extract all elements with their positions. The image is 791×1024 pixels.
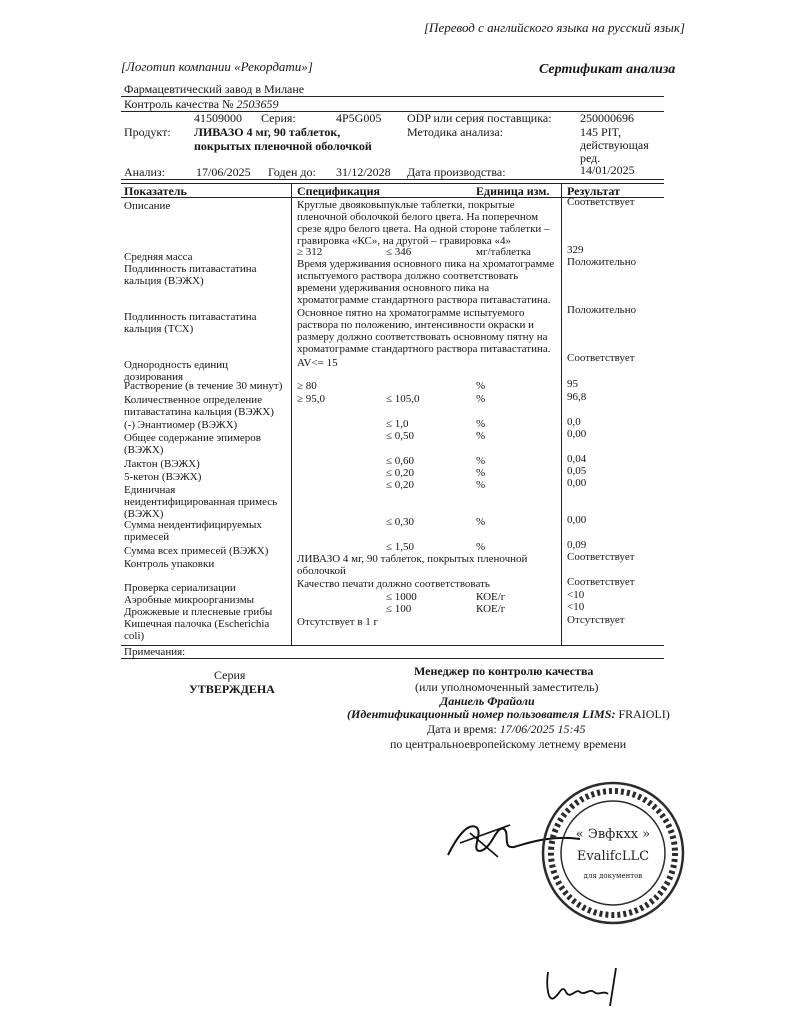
- row-spec-max: ≤ 1,0: [386, 418, 409, 430]
- row-indicator: Количественное определение питавастатина кальция (ВЭЖХ): [124, 394, 274, 418]
- row-result: 329: [567, 244, 584, 256]
- row-spec-max: ≤ 0,20: [386, 467, 415, 479]
- method-line3: ред.: [580, 151, 601, 165]
- divider: [121, 658, 664, 659]
- row-spec-min: ≥ 80: [297, 380, 317, 392]
- row-spec: Отсутствует в 1 г: [297, 616, 379, 628]
- row-result: 96,8: [567, 391, 587, 403]
- row-indicator: (-) Энантиомер (ВЭЖХ): [124, 419, 238, 431]
- row-result: Положительно: [567, 304, 637, 316]
- method-line1: 145 PIT,: [580, 125, 622, 139]
- production-date: 14/01/2025: [580, 163, 635, 177]
- row-spec-max: ≤ 105,0: [386, 393, 420, 405]
- series-label: Серия:: [261, 111, 296, 125]
- row-result: <10: [567, 601, 585, 613]
- row-spec-max: ≤ 0,60: [386, 455, 415, 467]
- qc-label: [124, 97, 279, 112]
- series-word: Серия: [214, 668, 246, 682]
- row-result: Соответствует: [567, 352, 635, 364]
- row-result: 0,0: [567, 416, 581, 428]
- row-spec: Время удерживания основного пика на хроматограмме испытуемого раствора должно соответствовать времени удерживания основного пика на хроматограмме стандартного раствора питавастатина.: [297, 258, 555, 306]
- row-result: 0,00: [567, 514, 587, 526]
- product-code-label: [124, 111, 127, 126]
- row-result: 95: [567, 378, 578, 390]
- row-result: 0,04: [567, 453, 587, 465]
- datetime-value: 17/06/2025 15:45: [499, 722, 586, 736]
- production-label: Дата производства:: [407, 165, 506, 179]
- col-header-spec: Спецификация: [297, 184, 381, 198]
- row-unit: %: [476, 541, 486, 553]
- stamp-line3: для документов: [583, 872, 643, 880]
- handwritten-initials: [540, 962, 640, 1012]
- company-stamp: [538, 778, 688, 928]
- row-indicator: Средняя масса: [124, 251, 193, 263]
- row-spec-max: ≤ 0,30: [386, 516, 415, 528]
- divider: [121, 179, 664, 180]
- row-result: 0,00: [567, 477, 587, 489]
- lims-label: (Идентификационный номер пользователя LIMS:: [347, 707, 616, 721]
- certificate-title: Сертификат анализа: [539, 62, 676, 77]
- row-result: 0,05: [567, 465, 587, 477]
- col-header-indicator: Показатель: [124, 184, 187, 198]
- row-spec-max: ≤ 1000: [386, 591, 417, 603]
- row-indicator: Описание: [124, 200, 171, 212]
- row-result: 0,09: [567, 539, 587, 551]
- column-rule: [291, 183, 292, 646]
- row-unit: %: [476, 467, 486, 479]
- qc-number: 2503659: [236, 97, 279, 111]
- lims-value: FRAIOLI): [618, 707, 670, 721]
- col-header-unit: Единица изм.: [476, 184, 550, 198]
- product-label: Продукт:: [124, 125, 171, 139]
- row-indicator: Однородность единиц дозирования: [124, 359, 229, 383]
- row-spec-min: ≥ 95,0: [297, 393, 326, 405]
- row-result: Положительно: [567, 256, 637, 268]
- row-unit: мг/таблетка: [476, 246, 531, 258]
- method-label: Методика анализа:: [407, 125, 504, 139]
- plant-name: Фармацевтический завод в Милане: [124, 82, 305, 96]
- logo-placeholder-note: [Логотип компании «Рекордати»]: [121, 59, 313, 74]
- row-unit: КОЕ/г: [476, 591, 506, 603]
- row-unit: %: [476, 455, 486, 467]
- col-header-result: Результат: [567, 184, 621, 198]
- analysis-label: Анализ:: [124, 165, 166, 179]
- translation-note: [Перевод с английского языка на русский язык]: [424, 20, 685, 35]
- manager-title: Менеджер по контролю качества: [414, 664, 594, 678]
- odp-label: ODP или серия поставщика:: [407, 111, 552, 125]
- row-spec-min: ≥ 312: [297, 246, 323, 258]
- series-value: 4P5G005: [336, 111, 382, 125]
- manager-name: Даниель Фрайоли: [440, 694, 535, 708]
- row-indicator: Контроль упаковки: [124, 558, 215, 570]
- datetime-label: Дата и время:: [427, 722, 497, 736]
- row-result: Отсутствует: [567, 614, 625, 626]
- row-result: 0,00: [567, 428, 587, 440]
- row-result: <10: [567, 589, 585, 601]
- row-indicator: Аэробные микроорганизмы: [124, 594, 255, 606]
- row-indicator: Проверка сериализации: [124, 582, 236, 594]
- product-name-line1: ЛИВАЗО 4 мг, 90 таблеток,: [194, 125, 341, 139]
- expiry-label: Годен до:: [268, 165, 316, 179]
- method-line2: действующая: [580, 138, 649, 152]
- row-spec-max: ≤ 1,50: [386, 541, 415, 553]
- timezone-note: по центральноевропейскому летнему времени: [390, 737, 627, 751]
- row-spec: ЛИВАЗО 4 мг, 90 таблеток, покрытых пленочной оболочкой: [297, 553, 528, 577]
- row-unit: %: [476, 393, 486, 405]
- stamp-line1: « Эвфкхх »: [575, 827, 651, 842]
- row-spec: Круглые двояковыпуклые таблетки, покрытые пленочной оболочкой белого цвета. На поперечном срезе ядро белого цвета. На одной стороне таблетки – гравировка «КС», на другой – гравировка «4»: [297, 199, 550, 247]
- row-indicator: Сумма всех примесей (ВЭЖХ): [124, 545, 269, 557]
- row-spec-max: ≤ 100: [386, 603, 412, 615]
- row-unit: %: [476, 516, 486, 528]
- row-spec-max: ≤ 0,50: [386, 430, 415, 442]
- row-indicator: 5-кетон (ВЭЖХ): [124, 471, 202, 483]
- row-indicator: Общее содержание эпимеров (ВЭЖХ): [124, 432, 261, 456]
- lims-line: [347, 707, 670, 722]
- row-indicator: Подлинность питавастатина кальция (ВЭЖХ): [124, 263, 257, 287]
- row-spec: Качество печати должно соответствовать: [297, 578, 490, 590]
- row-unit: %: [476, 380, 486, 392]
- analysis-date: 17/06/2025: [196, 165, 251, 179]
- row-spec: Основное пятно на хроматограмме испытуемого раствора по положению, интенсивности окраски и размеру должно соответствовать основному пятну на хроматограмме стандартного раствора питавастатина.: [297, 307, 551, 355]
- qc-label-text: Контроль качества №: [124, 97, 234, 111]
- row-indicator: Кишечная палочка (Escherichia coli): [124, 618, 270, 642]
- row-indicator: Лактон (ВЭЖХ): [124, 458, 200, 470]
- row-spec-max: ≤ 0,20: [386, 479, 415, 491]
- notes-label: Примечания:: [124, 646, 186, 658]
- row-unit: %: [476, 479, 486, 491]
- row-spec-max: ≤ 346: [386, 246, 412, 258]
- row-spec: AV<= 15: [297, 357, 338, 369]
- odp-value: 250000696: [580, 111, 634, 125]
- product-code: 41509000: [194, 111, 242, 125]
- row-indicator: Единичная неидентифицированная примесь (ВЭЖХ): [124, 484, 278, 520]
- row-unit: %: [476, 418, 486, 430]
- row-result: Соответствует: [567, 576, 635, 588]
- approved-label: УТВЕРЖДЕНА: [189, 682, 275, 696]
- row-result: Соответствует: [567, 196, 635, 208]
- deputy-note: (или уполномоченный заместитель): [415, 680, 599, 694]
- row-indicator: Растворение (в течение 30 минут): [124, 380, 283, 392]
- expiry-date: 31/12/2028: [336, 165, 391, 179]
- row-unit: %: [476, 430, 486, 442]
- datetime-line: [427, 722, 585, 737]
- stamp-line2: EvalifcLLC: [576, 849, 650, 864]
- row-indicator: Подлинность питавастатина кальция (ТСХ): [124, 311, 257, 335]
- column-rule: [561, 183, 562, 646]
- row-indicator: Сумма неидентифицируемых примесей: [124, 519, 262, 543]
- table-bottom-rule: [121, 645, 664, 646]
- row-unit: КОЕ/г: [476, 603, 506, 615]
- product-name-line2: покрытых пленочной оболочкой: [194, 139, 372, 153]
- row-result: Соответствует: [567, 551, 635, 563]
- row-indicator: Дрожжевые и плесневые грибы: [124, 606, 273, 618]
